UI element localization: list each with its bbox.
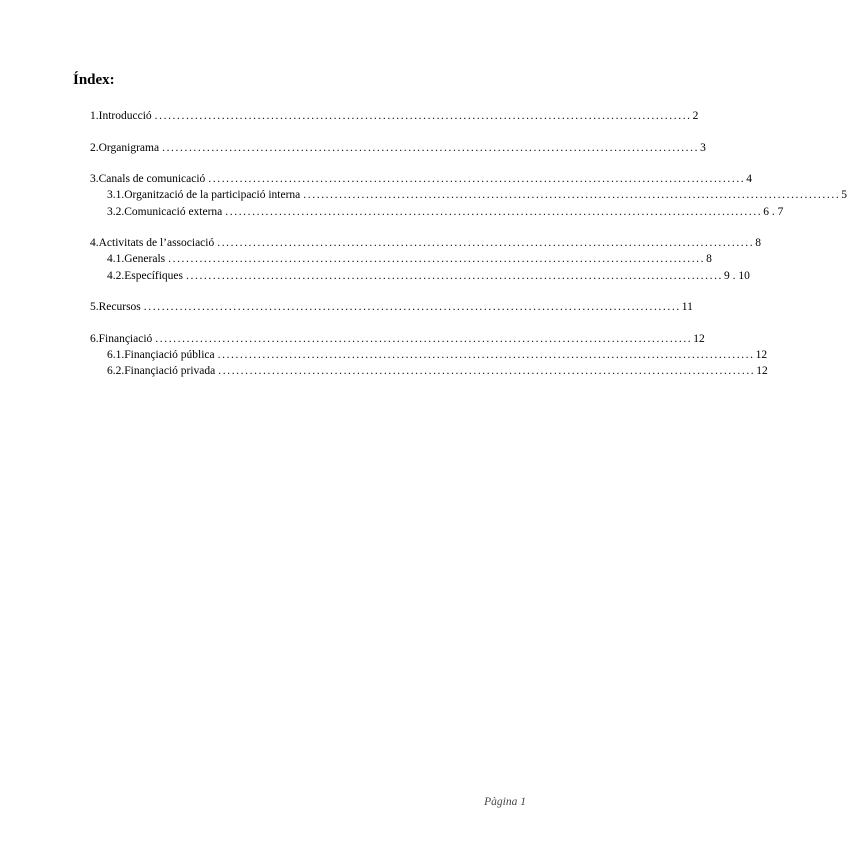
toc-entry-financiacio-publica[interactable] [107,348,768,362]
dot-leader: ........................................................................................................................ [208,173,746,185]
toc-number: 3.1. [107,189,125,201]
toc-page: 6 . 7 [763,206,784,218]
toc-entry-financiacio[interactable] [90,332,705,346]
toc-entry-organigrama[interactable] [90,141,706,155]
toc-entry-especifiques[interactable] [107,269,750,283]
toc-page: 12 [756,365,768,377]
dot-leader: ........................................................................................................................ [143,301,681,313]
toc-entry-comunicacio-externa[interactable] [107,205,784,219]
toc-page: 3 [700,142,706,154]
dot-leader: ........................................................................................................................ [225,206,763,218]
toc-number: 6.1. [107,349,125,361]
toc-entry-financiacio-privada[interactable] [107,364,768,378]
toc-label: Finançiació [98,333,153,345]
toc-entry-introduccio[interactable] [90,109,699,123]
dot-leader: ........................................................................................................................ [155,333,693,345]
toc-number: 4.2. [107,270,125,282]
toc-number: 6.2. [107,365,125,377]
toc-label: Finançiació privada [124,365,216,377]
dot-leader: ........................................................................................................................ [217,237,755,249]
toc-number: 3.2. [107,206,125,218]
toc-number: 3. [90,173,99,185]
toc-page: 5 [841,189,847,201]
dot-leader: ........................................................................................................................ [162,142,700,154]
toc-label: Activitats de l’associació [98,237,215,249]
toc-number: 4.1. [107,253,125,265]
toc-number: 6. [90,333,99,345]
page-title: Índex: [73,72,115,88]
toc-label: Recursos [98,301,141,313]
toc-number: 5. [90,301,99,313]
toc-entry-participacio-interna[interactable] [107,188,847,202]
toc-page: 8 [755,237,761,249]
page-number-footer: Pàgina 1 [484,796,526,808]
toc-entry-activitats[interactable] [90,236,761,250]
toc-page: 12 [693,333,705,345]
toc-page: 9 . 10 [724,270,750,282]
toc-label: Generals [124,253,166,265]
toc-label: Finançiació pública [124,349,215,361]
toc-label: Organització de la participació interna [124,189,301,201]
toc-entry-recursos[interactable] [90,300,693,314]
toc-page: 4 [746,173,753,185]
toc-page: 2 [692,110,699,122]
toc-label: Introducció [98,110,152,122]
toc-entry-generals[interactable] [107,252,712,266]
dot-leader: ........................................................................................................................ [217,349,755,361]
toc-page: 11 [681,301,693,313]
toc-page: 8 [706,253,712,265]
toc-label: Organigrama [98,142,160,154]
toc-number: 4. [90,237,99,249]
dot-leader: ........................................................................................................................ [218,365,756,377]
toc-page: 12 [755,349,768,361]
toc-label: Comunicació externa [124,206,223,218]
toc-entry-canals[interactable] [90,172,753,186]
toc-number: 1. [90,110,99,122]
dot-leader: ........................................................................................................................ [186,270,724,282]
dot-leader: ........................................................................................................................ [154,110,692,122]
toc-number: 2. [90,142,99,154]
toc-label: Específiques [124,270,184,282]
dot-leader: ........................................................................................................................ [303,189,841,201]
toc-label: Canals de comunicació [98,173,206,185]
dot-leader: ........................................................................................................................ [168,253,706,265]
